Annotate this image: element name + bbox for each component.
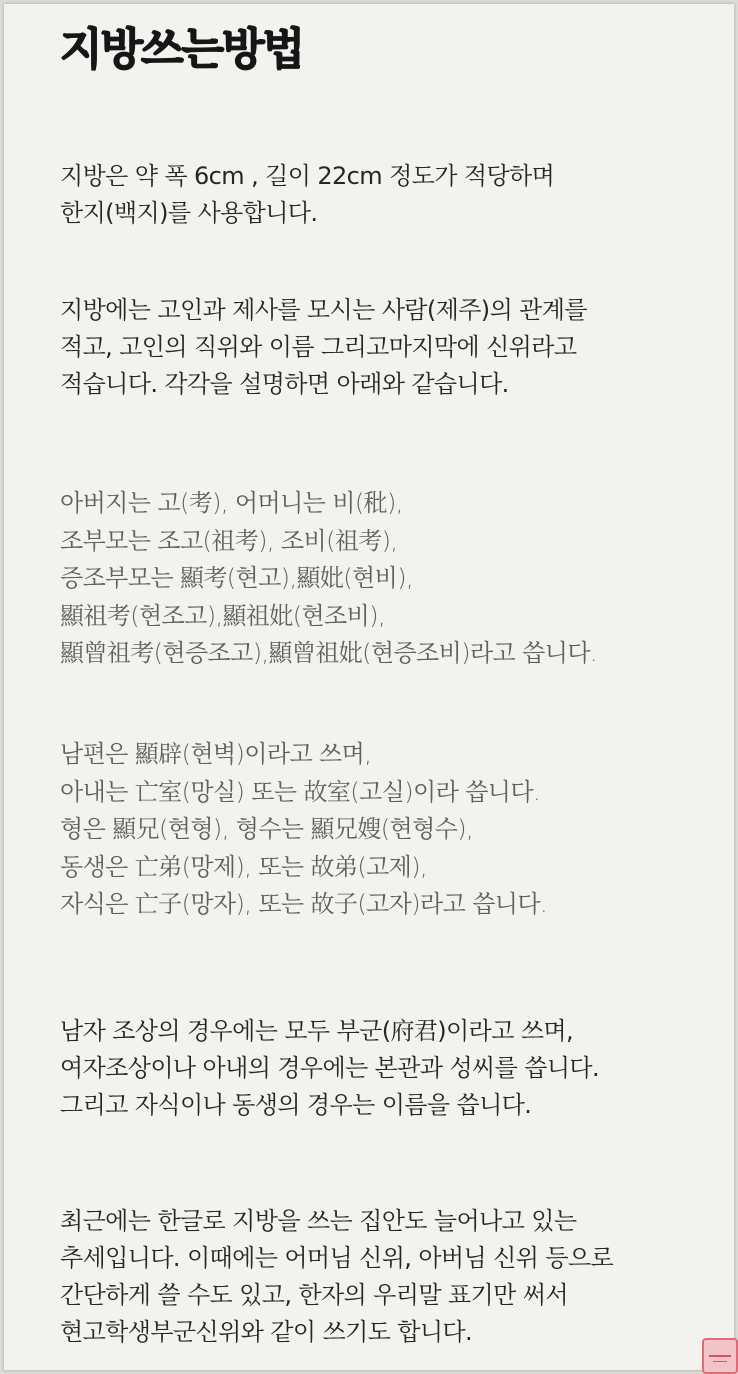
- paragraph-name-rules: [60, 1013, 720, 1124]
- paragraph-content-overview: [60, 292, 720, 403]
- text-line: 남편은 顯辟(현벽)이라고 쓰며,: [60, 740, 372, 768]
- text-line: 적고, 고인의 직위와 이름 그리고마지막에 신위라고: [60, 333, 577, 361]
- text-line: 현고학생부군신위와 같이 쓰기도 합니다.: [60, 1318, 473, 1346]
- paragraph-paper-size: [60, 158, 720, 232]
- text-line: 지방에는 고인과 제사를 모시는 사람(제주)의 관계를: [60, 296, 587, 324]
- text-line: 간단하게 쓸 수도 있고, 한자의 우리말 표기만 써서: [60, 1281, 568, 1309]
- stamp-logo-icon: [702, 1338, 738, 1374]
- text-line: 조부모는 조고(祖考), 조비(祖考),: [60, 526, 398, 555]
- text-line: 顯曾祖考(현증조고),顯曾祖妣(현증조비)라고 씁니다.: [60, 639, 597, 667]
- text-line: 형은 顯兄(현형), 형수는 顯兄嫂(현형수),: [60, 815, 474, 843]
- text-line: 아버지는 고(考), 어머니는 비(秕),: [60, 489, 403, 517]
- text-line: 여자조상이나 아내의 경우에는 본관과 성씨를 씁니다.: [60, 1054, 600, 1082]
- text-line: 顯祖考(현조고),顯祖妣(현조비),: [60, 601, 386, 630]
- text-line: 남자 조상의 경우에는 모두 부군(府君)이라고 쓰며,: [60, 1017, 574, 1045]
- text-line: 증조부모는 顯考(현고),顯妣(현비),: [60, 564, 413, 592]
- text-line: 한지(백지)를 사용합니다.: [60, 199, 318, 227]
- page-title: 지방쓰는방법: [60, 24, 304, 75]
- paragraph-ancestor-terms: [60, 485, 720, 673]
- document-page: [4, 4, 734, 1370]
- text-line: 최근에는 한글로 지방을 쓰는 집안도 늘어나고 있는: [60, 1207, 577, 1235]
- text-line: 자식은 亡子(망자), 또는 故子(고자)라고 씁니다.: [60, 890, 548, 918]
- text-line: 그리고 자식이나 동생의 경우는 이름을 씁니다.: [60, 1091, 532, 1119]
- text-line: 동생은 亡弟(망제), 또는 故弟(고제),: [60, 852, 428, 881]
- text-line: 추세입니다. 이때에는 어머님 신위, 아버님 신위 등으로: [60, 1244, 614, 1272]
- text-line: 적습니다. 각각을 설명하면 아래와 같습니다.: [60, 370, 509, 398]
- paragraph-hangul-usage: [60, 1203, 720, 1351]
- text-line: 지방은 약 폭 6cm , 길이 22cm 정도가 적당하며: [60, 162, 555, 190]
- text-line: 아내는 亡室(망실) 또는 故室(고실)이라 씁니다.: [60, 777, 540, 806]
- paragraph-family-terms: [60, 736, 720, 924]
